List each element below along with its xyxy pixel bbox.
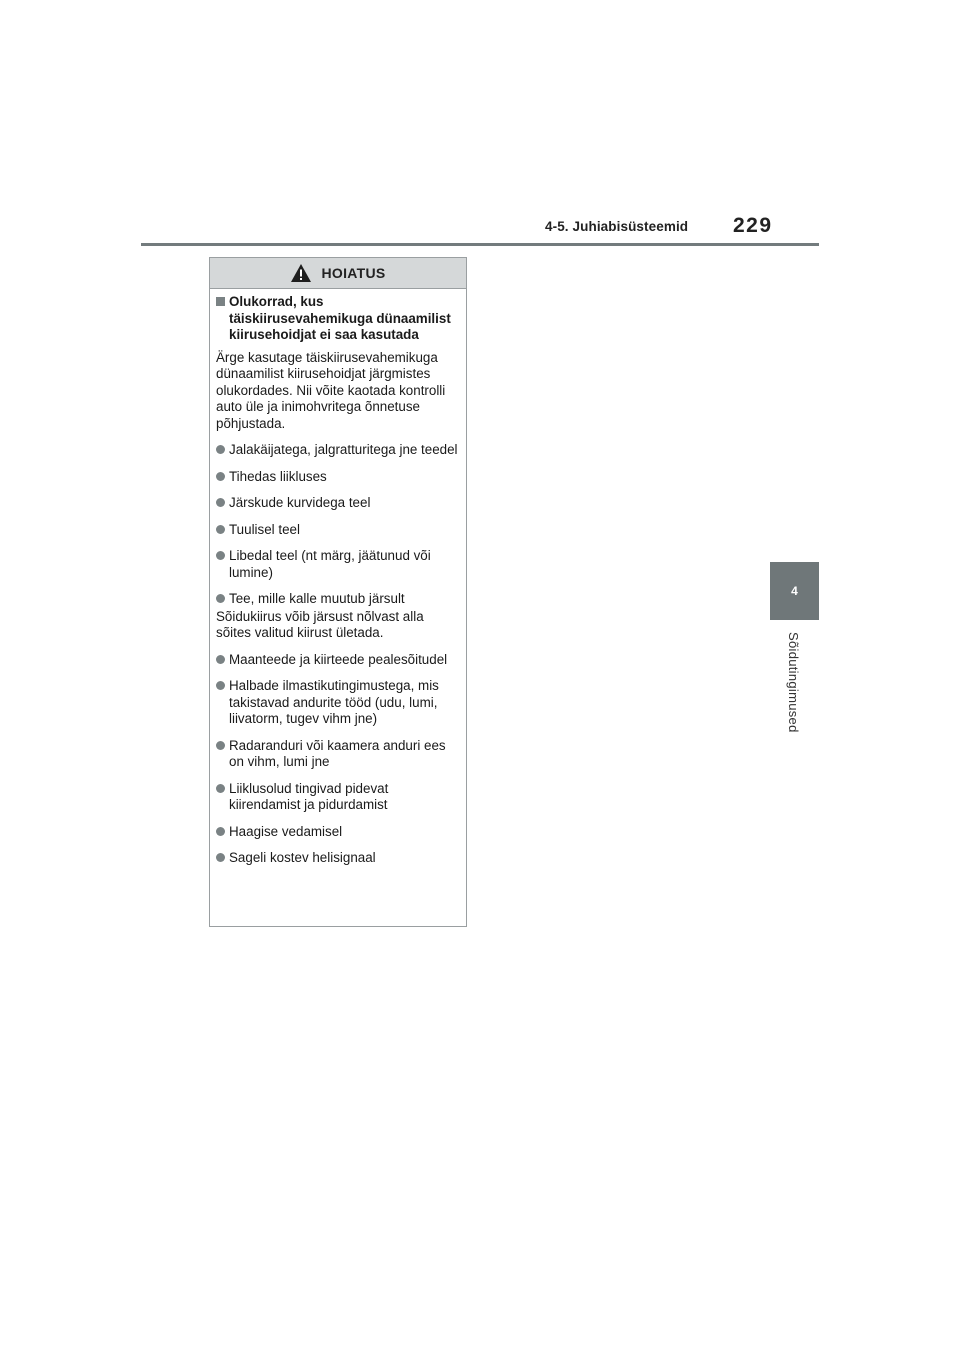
bullet-icon [216,551,225,560]
warning-header [210,258,466,289]
bullet-icon [216,681,225,690]
list-item: Tihedas liikluses [216,469,458,486]
chapter-tab [770,562,819,620]
square-bullet-icon [216,297,225,306]
list-item: Haagise vedamisel [216,824,458,841]
bullet-icon [216,445,225,454]
bullet-icon [216,472,225,481]
list-item: Sageli kostev helisignaal [216,850,458,867]
bullet-icon [216,853,225,862]
warning-subheading [216,294,458,344]
list-item: Halbade ilmastikutingimustega, mis takistavad andurite tööd (udu, lumi, liivatorm, tugev vihm jne) [216,678,458,728]
warning-note: Sõidukiirus võib järsust nõlvast alla sõites valitud kiirust ületada. [216,608,424,640]
bullet-icon [216,784,225,793]
list-item: Liiklusolud tingivad pidevat kiirendamist ja pidurdamist [216,781,458,814]
list-item: Tee, mille kalle muutub järsult [216,591,458,608]
bullet-icon [216,498,225,507]
bullet-icon [216,655,225,664]
list-item: Jalakäijatega, jalgratturitega jne teedel [216,442,458,459]
page-number: 229 [733,214,773,237]
chapter-title: Sõidutingimused [786,632,801,733]
header-rule [141,243,819,246]
list-item: Tuulisel teel [216,522,458,539]
section-title: 4-5. Juhiabisüsteemid [545,219,689,234]
bullet-icon [216,525,225,534]
warning-subheading-text: Olukorrad, kus täiskiirusevahemikuga dünaamilist kiirusehoidjat ei saa kasutada [229,294,451,342]
chapter-number: 4 [791,584,798,598]
bullet-icon [216,594,225,603]
warning-body [210,289,466,867]
warning-box [209,257,467,927]
bullet-icon [216,741,225,750]
list-item: Järskude kurvidega teel [216,495,458,512]
list-item: Libedal teel (nt märg, jäätunud või lumine) [216,548,458,581]
list-item: Maanteede ja kiirteede pealesõitudel [216,652,458,669]
warning-title: HOIATUS [321,265,386,281]
warning-intro: Ärge kasutage täiskiirusevahemikuga dünaamilist kiirusehoidjat järgmistes olukordades. Nii võite kaotada kontrolli auto üle ja inimohvritega õnnetuse põhjustada. [216,349,446,431]
bullet-icon [216,827,225,836]
list-item: Radaranduri või kaamera anduri ees on vihm, lumi jne [216,738,458,771]
warning-triangle-icon [290,263,312,283]
